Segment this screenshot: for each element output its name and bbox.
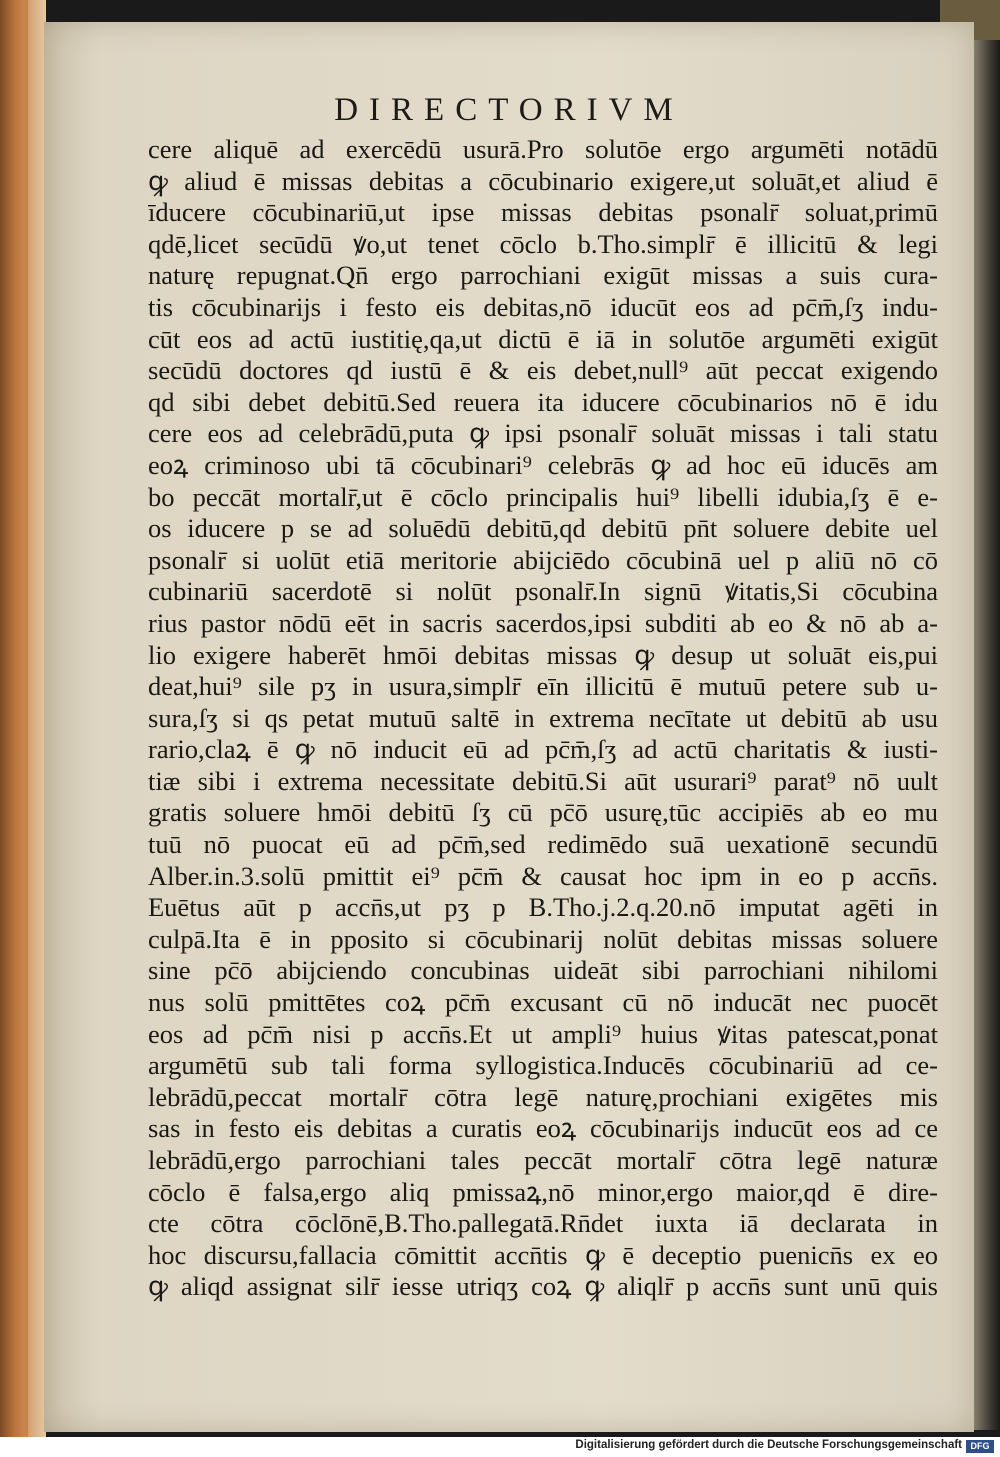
text-line: cūt eos ad actū iustitię,qa,ut dictū ē iā in solutōe argumēti exigūt [148,323,938,354]
text-line: Alber.in.3.solū pmittit ei⁹ pc̄m̄ & causat hoc ipm in eo p accn̄s. [148,860,938,891]
text-line: gratis soluere hmōi debitū ſʒ cū pc̄ō usurę,tūc accipiēs ab eo mu [148,797,938,828]
text-line: lebrādū,ergo parrochiani tales peccāt mortalr̄ cōtra legē naturæ [148,1145,938,1175]
text-line: tiæ sibi i extrema necessitate debitū.Si aūt usurari⁹ parat⁹ nō uult [148,765,938,796]
text-line: tis cōcubinarijs i festo eis debitas,nō iducūt eos ad pc̄m̄,ſʒ indu- [148,291,938,322]
text-line: naturę repugnat.Qn̄ ergo parrochiani exigūt missas a suis cura- [148,260,938,291]
text-line: ꝙ aliqd assignat silr̄ iesse utriqʒ coꝝ ꝙ aliqlr̄ p accn̄s sunt unū quis [148,1271,938,1302]
book-page [44,22,974,1432]
footer-bar [0,1437,1000,1457]
text-line: os iducere p se ad soluēdū debitū,qd debitū pn̄t soluere debite uel [148,513,938,544]
text-line: eos ad pc̄m̄ nisi p accn̄s.Et ut ampli⁹ huius ꝟitas patescat,ponat [148,1018,938,1049]
text-line: cubinariū sacerdotē si nolūt psonalr̄.In signū ꝟitatis,Si cōcubina [148,576,938,607]
text-line: ꝙ aliud ē missas debitas a cōcubinario exigere,ut soluāt,et aliud ē [148,165,938,196]
text-line: cōclo ē falsa,ergo aliq pmissaꝝ,nō minor,ergo maior,qd ē dire- [148,1176,938,1207]
book-gutter [972,10,1000,1430]
text-line: psonalr̄ si uolūt etiā meritorie abijciēdo cōcubinā uel p aliū nō cō [148,544,938,575]
text-line: culpā.Ita ē in pposito si cōcubinarij nolūt debitas missas soluere [148,923,938,954]
text-line: lebrādū,peccat mortalr̄ cōtra legē naturę,prochiani exigētes mis [148,1081,938,1112]
text-line: rario,claꝝ ē ꝙ nō inducit eū ad pc̄m̄,ſʒ ad actū charitatis & iusti- [148,734,938,765]
text-line: argumētū sub tali forma syllogistica.Inducēs cōcubinariū ad ce- [148,1050,938,1081]
body-text [148,134,938,1303]
text-line: deat,hui⁹ sile pʒ in usura,simplr̄ eīn illicitū ē mutuū petere sub u- [148,671,938,702]
text-line: rius pastor nōdū eēt in sacris sacerdos,ipsi subditi ab eo & nō ab a- [148,607,938,638]
text-line: sura,ſʒ si qs petat mutuū saltē in extrema necītate ut debitū ab usu [148,702,938,733]
text-line: secūdū doctores qd iustū ē & eis debet,null⁹ aūt peccat exigendo [148,355,938,386]
text-line: tuū nō puocat eū ad pc̄m̄,sed redimēdo suā uexationē secundū [148,829,938,860]
text-line: bo peccāt mortalr̄,ut ē cōclo principalis hui⁹ libelli idubia,ſʒ ē e- [148,481,938,512]
text-line: sine pc̄ō abijciendo concubinas uideāt sibi parrochiani nihilomi [148,955,938,986]
funding-credit: Digitalisierung gefördert durch die Deutsche Forschungsgemeinschaft [575,1439,962,1451]
text-line: īducere cōcubinariū,ut ipse missas debitas psonalr̄ soluat,primū [148,197,938,228]
running-head: DIRECTORIVM [334,92,684,128]
text-line: cere eos ad celebrādū,puta ꝙ ipsi psonalr̄ soluāt missas i tali statu [148,418,938,449]
text-line: Euētus aūt p accn̄s,ut pʒ p B.Tho.j.2.q.20.nō imputat agēti in [148,892,938,923]
text-line: sas in festo eis debitas a curatis eoꝝ cōcubinarijs inducūt eos ad ce [148,1113,938,1144]
dfg-logo: DFG [966,1440,994,1453]
text-line: hoc discursu,fallacia cōmittit accn̄tis ꝙ ē deceptio puenicn̄s ex eo [148,1239,938,1270]
text-line: lio exigere haberēt hmōi debitas missas ꝙ desup ut soluāt eis,pui [148,639,938,670]
text-line: eoꝝ criminoso ubi tā cōcubinari⁹ celebrās ꝙ ad hoc eū iducēs am [148,449,938,480]
text-line: cte cōtra cōclōnē,B.Tho.pallegatā.Rn̄det iuxta iā declarata in [148,1208,938,1239]
text-line: qd sibi debet debitū.Sed reuera ita iducere cōcubinarios nō ē idu [148,386,938,417]
text-line: cere aliquē ad exercēdū usurā.Pro solutōe ergo argumēti notādū [148,134,938,164]
text-line: nus solū pmittētes coꝝ pc̄m̄ excusant cū nō inducāt nec puocēt [148,987,938,1018]
text-line: qdē,licet secūdū ꝟo,ut tenet cōclo b.Tho.simplr̄ ē illicitū & legi [148,228,938,259]
